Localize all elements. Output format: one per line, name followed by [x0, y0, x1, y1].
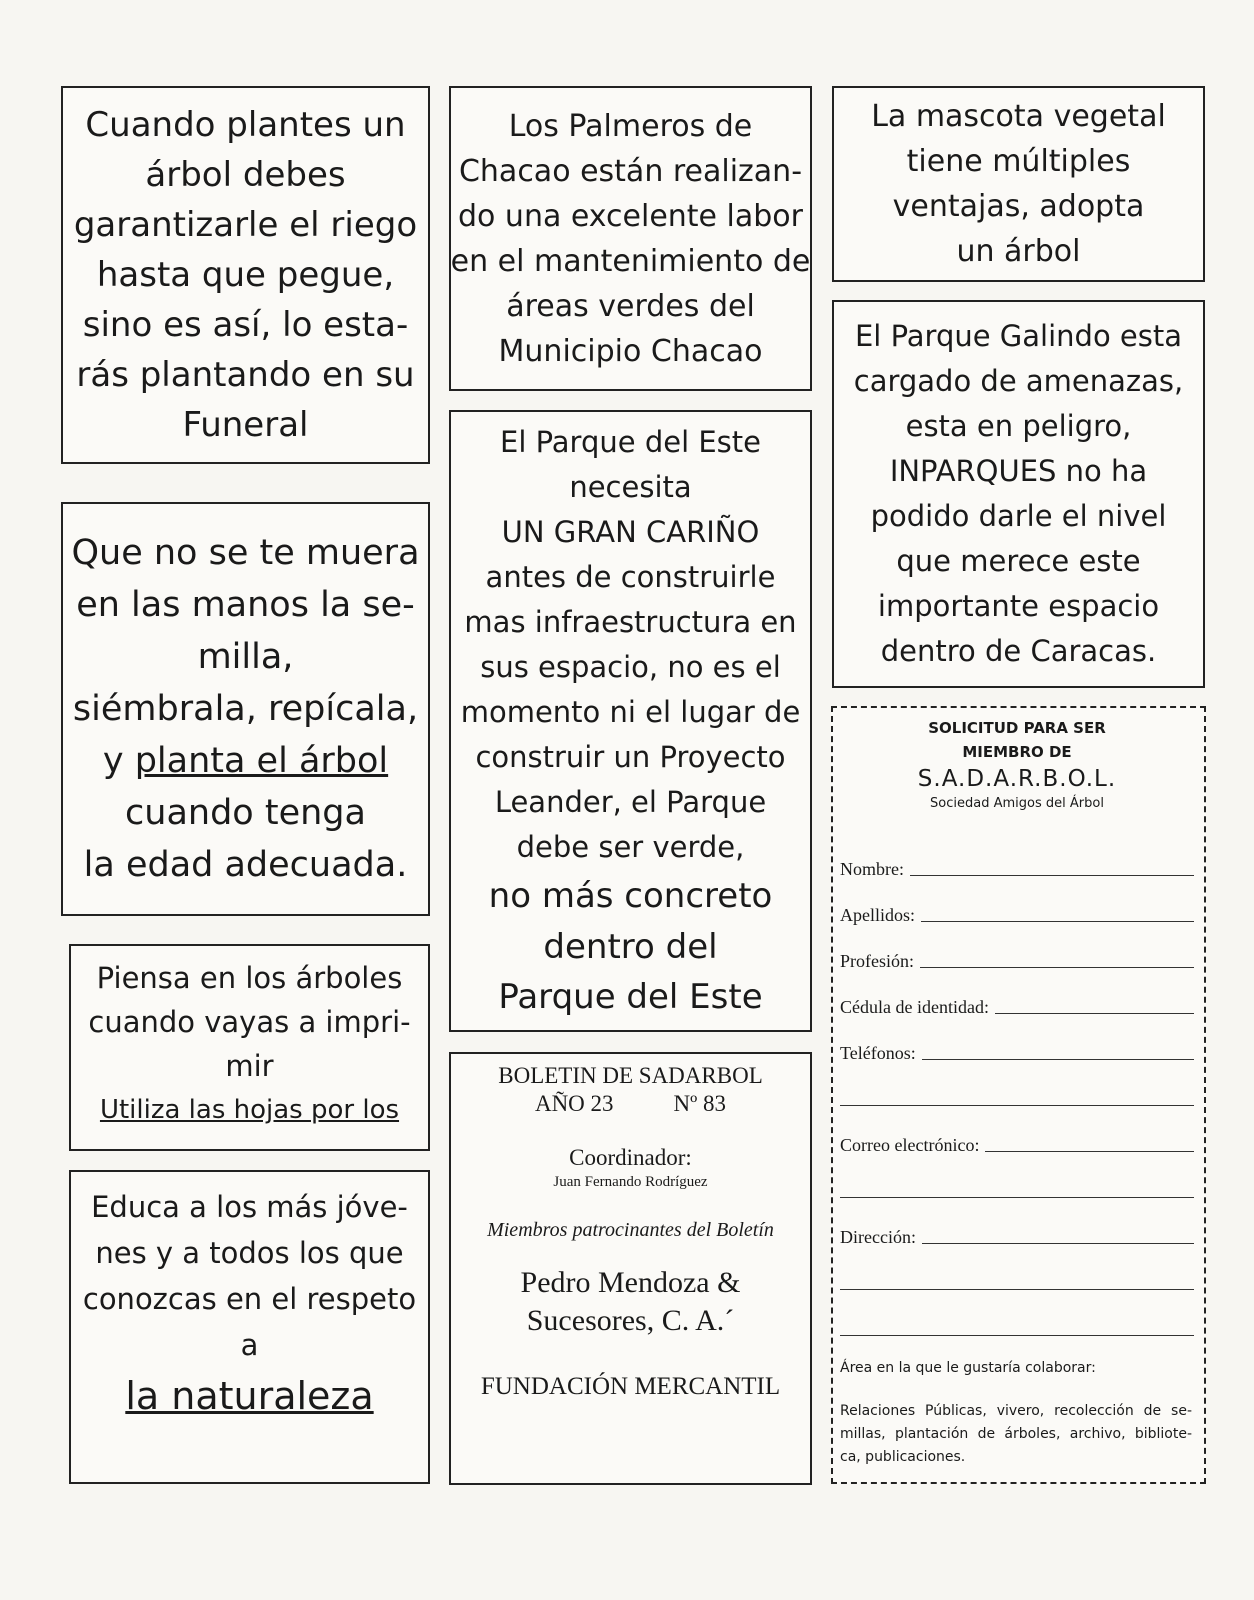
form-header-line: SOLICITUD PARA SER	[928, 719, 1106, 737]
notice-box-palmeros	[449, 86, 812, 391]
notice-line-big: no más concreto	[488, 876, 773, 916]
sponsor-name: Pedro Mendoza &	[520, 1266, 741, 1299]
email-line[interactable]	[985, 1150, 1194, 1152]
email-label: Correo electrónico:	[840, 1135, 980, 1155]
bulletin-number: Nº 83	[673, 1091, 727, 1116]
email-extra-line[interactable]	[840, 1156, 1194, 1202]
notice-line: UN GRAN CARIÑO	[501, 515, 760, 549]
notice-line: cargado de amenazas,	[853, 364, 1184, 398]
form-header	[840, 716, 1194, 764]
notice-line: antes de construirle	[485, 560, 776, 594]
area-options: Relaciones Públicas, vivero, recolección de se- millas, plantación de árboles, archivo, bibliote- ca, publicaciones.	[840, 1403, 1192, 1465]
notice-box-imprimir	[69, 944, 430, 1151]
bulletin-issue	[535, 1090, 726, 1118]
bulletin-year: AÑO 23	[534, 1091, 614, 1116]
notice-line: un árbol	[956, 234, 1081, 269]
id-line[interactable]	[995, 1012, 1194, 1014]
notice-line: garantizarle el riego	[73, 205, 418, 245]
notice-line-underlined: y planta el árbol	[102, 741, 389, 781]
form-header-line: MIEMBRO DE	[962, 743, 1072, 761]
notice-line: tiene múltiples	[906, 144, 1131, 179]
email-field[interactable]	[840, 1110, 1194, 1156]
notice-line: esta en peligro,	[905, 409, 1132, 443]
notice-line: áreas verdes del	[506, 288, 755, 324]
phone-line[interactable]	[922, 1058, 1194, 1060]
bulletin-box	[449, 1052, 812, 1485]
notice-box-riego	[61, 86, 430, 464]
phone-extra-line[interactable]	[840, 1064, 1194, 1110]
address-extra-line[interactable]	[840, 1248, 1194, 1294]
notice-line: debe ser verde,	[516, 830, 745, 864]
notice-line: rás plantando en su	[76, 355, 415, 395]
notice-box-semilla	[61, 502, 430, 916]
notice-line: en el mantenimiento de	[450, 243, 811, 279]
notice-line: en las manos la se-	[76, 585, 415, 625]
surname-line[interactable]	[921, 920, 1194, 922]
notice-line: necesita	[569, 470, 692, 504]
address-field[interactable]	[840, 1202, 1194, 1248]
notice-line: Municipio Chacao	[498, 333, 763, 369]
sponsor-name: Sucesores, C. A.´	[526, 1304, 735, 1337]
notice-line: momento ni el lugar de	[460, 695, 801, 729]
notice-line: mas infraestructura en	[464, 605, 797, 639]
notice-line: Educa a los más jóve-	[91, 1190, 408, 1224]
notice-line: Funeral	[182, 405, 309, 445]
notice-line: La mascota vegetal	[871, 99, 1166, 134]
coordinator-label: Coordinador:	[569, 1145, 692, 1170]
notice-line: que merece este	[896, 544, 1141, 578]
notice-line-underlined: Utiliza las hojas por los	[99, 1095, 400, 1125]
id-label: Cédula de identidad:	[840, 997, 989, 1017]
profession-label: Profesión:	[840, 951, 914, 971]
notice-line-big-underlined: la naturaleza	[125, 1374, 374, 1418]
sponsor-name: FUNDACIÓN MERCANTIL	[480, 1373, 781, 1400]
phone-field[interactable]	[840, 1018, 1194, 1064]
notice-line: milla,	[197, 637, 294, 677]
notice-line-big: Parque del Este	[498, 977, 763, 1017]
sponsors-label: Miembros patrocinantes del Boletín	[487, 1219, 774, 1241]
notice-line: nes y a todos los que	[95, 1236, 404, 1270]
profession-line[interactable]	[920, 966, 1194, 968]
notice-line: do una excelente labor	[458, 198, 803, 234]
notice-box-mascota	[832, 86, 1205, 282]
notice-line: cuando vayas a impri-	[88, 1005, 411, 1039]
notice-line: la edad adecuada.	[83, 845, 408, 885]
notice-line: árbol debes	[145, 155, 346, 195]
address-extra-line[interactable]	[840, 1294, 1194, 1340]
membership-form	[831, 706, 1206, 1484]
notice-line: El Parque del Este	[500, 425, 761, 459]
notice-line: Los Palmeros de	[508, 108, 753, 144]
notice-line: siémbrala, repícala,	[72, 689, 419, 729]
notice-line: ventajas, adopta	[892, 189, 1145, 224]
name-line[interactable]	[910, 874, 1194, 876]
notice-line: a	[240, 1328, 259, 1362]
notice-line: podido darle el nivel	[870, 499, 1167, 533]
area-label: Área en la que le gustaría colaborar:	[840, 1360, 1096, 1376]
notice-box-parque-este	[449, 410, 812, 1032]
notice-line: construir un Proyecto	[475, 740, 786, 774]
notice-box-educa	[69, 1170, 430, 1484]
notice-line: sino es así, lo esta-	[82, 305, 409, 345]
notice-line: Cuando plantes un	[85, 105, 406, 145]
address-line[interactable]	[922, 1242, 1194, 1244]
phone-label: Teléfonos:	[840, 1043, 916, 1063]
name-label: Nombre:	[840, 859, 904, 879]
notice-line: Que no se te muera	[71, 533, 420, 573]
notice-line: sus espacio, no es el	[480, 650, 781, 684]
surname-field[interactable]	[840, 880, 1194, 926]
notice-line: INPARQUES no ha	[889, 454, 1148, 488]
surname-label: Apellidos:	[840, 905, 915, 925]
notice-line: hasta que pegue,	[96, 255, 395, 295]
notice-box-galindo	[832, 300, 1205, 688]
notice-line: El Parque Galindo esta	[854, 319, 1182, 353]
notice-line: mir	[225, 1049, 274, 1083]
notice-line: cuando tenga	[125, 793, 366, 833]
org-subtitle: Sociedad Amigos del Árbol	[930, 796, 1104, 811]
org-name: S.A.D.A.R.B.O.L.	[917, 766, 1117, 792]
address-label: Dirección:	[840, 1227, 916, 1247]
name-field[interactable]	[840, 834, 1194, 880]
profession-field[interactable]	[840, 926, 1194, 972]
notice-line: Chacao están realizan-	[458, 153, 803, 189]
notice-line: dentro de Caracas.	[880, 634, 1157, 668]
notice-line: Leander, el Parque	[494, 785, 767, 819]
notice-line: importante espacio	[877, 589, 1160, 623]
notice-line-big: dentro del	[543, 927, 718, 967]
id-field[interactable]	[840, 972, 1194, 1018]
notice-line: conozcas en el respeto	[82, 1282, 417, 1316]
coordinator-name: Juan Fernando Rodríguez	[553, 1174, 708, 1190]
notice-line: Piensa en los árboles	[96, 961, 403, 995]
bulletin-title: BOLETIN DE SADARBOL	[498, 1063, 763, 1088]
